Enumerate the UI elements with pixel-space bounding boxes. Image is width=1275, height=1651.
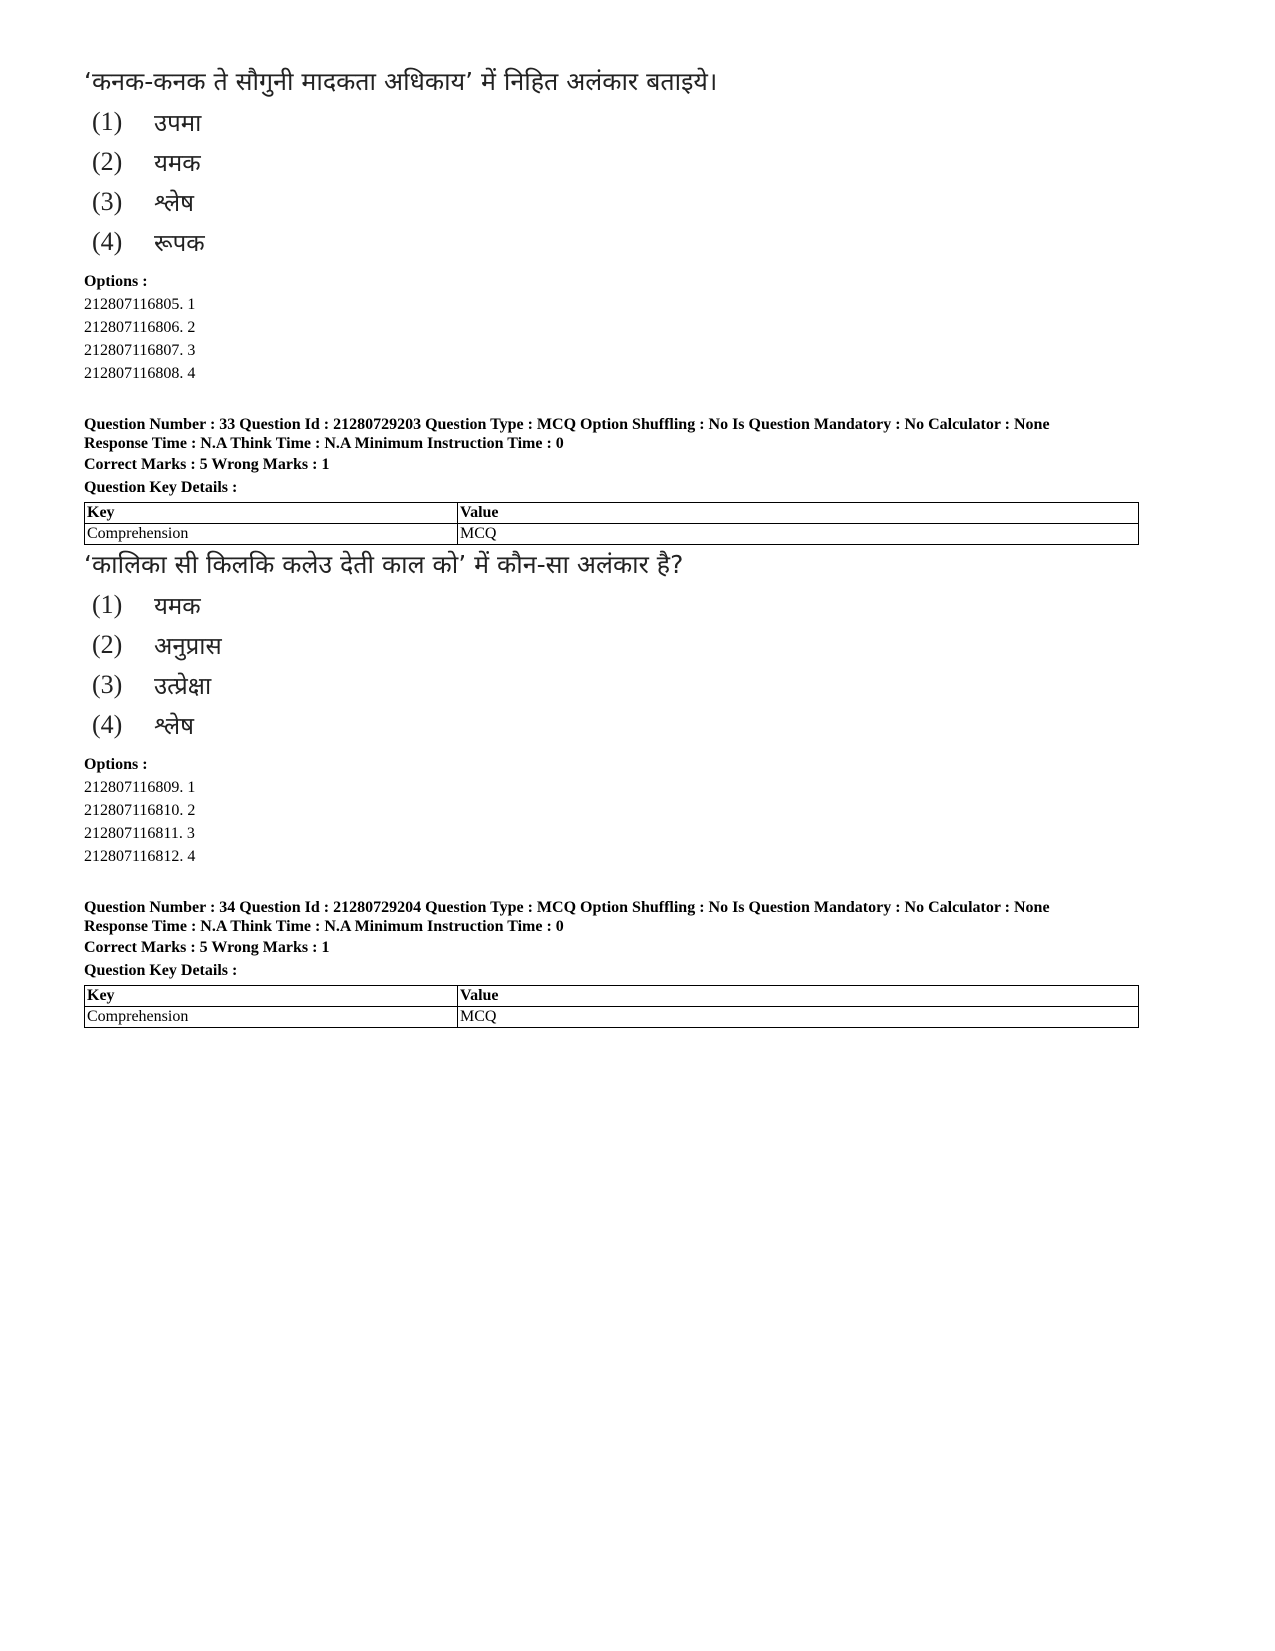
option-id: 212807116808. 4 (84, 365, 196, 382)
table-header-key: Key (85, 986, 458, 1007)
choice-item (92, 665, 1139, 705)
question-meta-timing: Response Time : N.A Think Time : N.A Minimum Instruction Time : 0 (84, 435, 564, 452)
marks-line: Correct Marks : 5 Wrong Marks : 1 (84, 456, 330, 473)
choice-number: (3) (92, 187, 123, 216)
table-cell-value: MCQ (458, 1007, 1139, 1028)
table-cell-value: MCQ (458, 524, 1139, 545)
table-header-row (85, 986, 1139, 1007)
option-id: 212807116805. 1 (84, 296, 196, 313)
table-header-value: Value (458, 503, 1139, 524)
options-label: Options : (84, 273, 148, 290)
question-meta-timing: Response Time : N.A Think Time : N.A Minimum Instruction Time : 0 (84, 918, 564, 935)
choice-item (92, 705, 1139, 745)
question-meta: Question Number : 33 Question Id : 21280729203 Question Type : MCQ Option Shuffling : No Is Question Mandatory : No Calculator : None (84, 416, 1050, 433)
choice-item (92, 142, 1139, 182)
choice-number: (4) (92, 710, 123, 739)
choice-text: यमक (154, 148, 201, 177)
choice-item (92, 625, 1139, 665)
choice-item (92, 585, 1139, 625)
choice-text: श्लेष (154, 188, 195, 217)
options-label: Options : (84, 756, 148, 773)
choice-item (92, 182, 1139, 222)
choice-number: (2) (92, 630, 123, 659)
table-header-value: Value (458, 986, 1139, 1007)
question-meta: Question Number : 34 Question Id : 21280729204 Question Type : MCQ Option Shuffling : No Is Question Mandatory : No Calculator : None (84, 899, 1050, 916)
choice-text: यमक (154, 591, 201, 620)
choice-text: श्लेष (154, 711, 195, 740)
option-id: 212807116812. 4 (84, 848, 196, 865)
choice-text: उपमा (154, 108, 202, 137)
table-header-row (85, 503, 1139, 524)
marks-line: Correct Marks : 5 Wrong Marks : 1 (84, 939, 330, 956)
choice-number: (1) (92, 107, 123, 136)
choice-number: (4) (92, 227, 123, 256)
option-id: 212807116807. 3 (84, 342, 196, 359)
choice-text: अनुप्रास (154, 631, 222, 660)
key-details-label: Question Key Details : (84, 962, 238, 979)
choice-number: (3) (92, 670, 123, 699)
choice-item (92, 222, 1139, 262)
table-cell-key: Comprehension (85, 1007, 458, 1028)
table-cell-key: Comprehension (85, 524, 458, 545)
table-row (85, 1007, 1139, 1028)
choice-text: रूपक (154, 228, 205, 257)
choice-item (92, 102, 1139, 142)
choice-text: उत्प्रेक्षा (154, 671, 212, 700)
option-id: 212807116811. 3 (84, 825, 195, 842)
choice-number: (2) (92, 147, 123, 176)
key-details-table (84, 502, 1139, 545)
option-id: 212807116806. 2 (84, 319, 196, 336)
option-id: 212807116809. 1 (84, 779, 196, 796)
question-text: ‘कनक-कनक ते सौगुनी मादकता अधिकाय’ में निहित अलंकार बताइये। (84, 67, 718, 96)
choice-number: (1) (92, 590, 123, 619)
key-details-label: Question Key Details : (84, 479, 238, 496)
table-row (85, 524, 1139, 545)
question-text: ‘कालिका सी किलकि कलेउ देती काल को’ में कौन-सा अलंकार है? (84, 550, 684, 579)
document-page (84, 62, 1139, 1028)
key-details-table (84, 985, 1139, 1028)
option-id: 212807116810. 2 (84, 802, 196, 819)
table-header-key: Key (85, 503, 458, 524)
